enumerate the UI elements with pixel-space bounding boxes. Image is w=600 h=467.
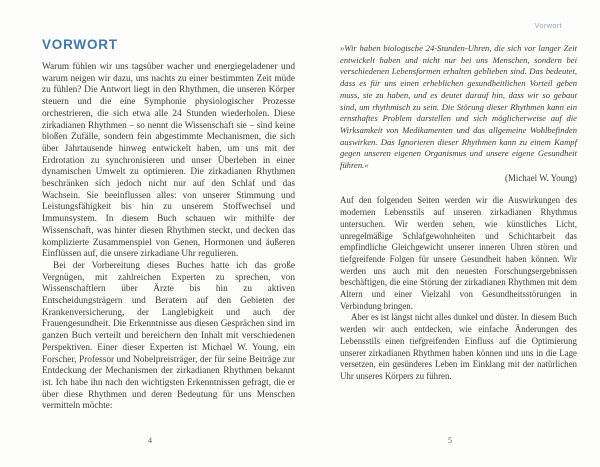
right-page-body <box>340 43 577 383</box>
right-paragraph-2: Aber es ist längst nicht alles dunkel und düster. In diesem Buch werden wir auch entdecken, wie einfache Änderungen des Lebensstils einen tiefgreifenden Einfluss auf die Optimierung unserer zirkadianen Rhythmen haben können und uns in die Lage versetzen, ein gesünderes Leben im Einklang mit der natürlichen Uhr unseres Körpers zu führen. <box>340 312 577 381</box>
quote-block: »Wir haben biologische 24-Stunden-Uhren, die sich vor langer Zeit entwickelt haben und nicht nur bei uns Menschen, sondern bei verschiedenen Lebensformen erhalten geblieben sind. Das bedeutet, dass es für uns einen erheblichen gesundheitlichen Vorteil geben muss, sie zu haben, und es deutet darauf hin, dass wir so gebaut sind, um rhythmisch zu sein. Die Störung dieser Rhythmen kann ein ernsthaftes Problem darstellen und sich möglicherweise auf die Wirksamkeit von Medikamenten und das allgemeine Wohlbefinden auswirken. Das Ignorieren dieser Rhythmen kann zu einem Kampf gegen unseren eigenen Organismus und unsere eigene Gesundheit führen.« <box>340 43 577 171</box>
left-paragraph-1: Warum fühlen wir uns tagsüber wacher und energiegeladener und warum neigen wir dazu, uns nachts zu einer bestimmten Zeit müde zu fühlen? Die Antwort liegt in den Rhythmen, die unseren Körper steuern und die eine Symphonie physiologischer Prozesse orchestrieren, die sich etwa alle 24 Stunden wiederholen. Diese zirkadianen Rhythmen – so nennt die Wissenschaft sie – sind keine bloßen Zufälle, sondern fein abgestimmte Mechanismen, die sich über Jahrtausende hinweg entwickelt haben, um uns mit der Erdrotation zu synchronisieren und unser Überleben in einer dynamischen Umwelt zu optimieren. Die zirkadianen Rhythmen beschränken sich jedoch nicht nur auf den Schlaf und das Wachsein. Sie beeinflussen alles: von unserer Stimmung und Leistungsfähigkeit bis hin zu unserem Stoffwechsel und Immunsystem. In diesem Buch schauen wir mithilfe der Wissenschaft, was hinter diesen Rhythmen steckt, und decken das komplizierte Zusammenspiel von Genen, Hormonen und äußeren Einflüssen auf, die unsere zirkadiane Uhr regulieren. <box>42 62 295 260</box>
running-header: Vorwort <box>534 21 562 30</box>
quote-attribution: (Michael W. Young) <box>505 172 577 183</box>
right-paragraph-1: Auf den folgenden Seiten werden wir die Auswirkungen des modernen Lebensstils auf unseren zirkadianen Rhythmus untersuchen. Wir werden sehen, wie künstliches Licht, unregelmäßige Schlafgewohnheiten und Schichtarbeit das empfindliche Gleichgewicht unserer inneren Uhren stören und tiefgreifende Folgen für unsere Gesundheit haben können. Wir werden uns auch mit den neuesten Forschungsergebnissen beschäftigen, die eine Störung der zirkadianen Rhythmen mit dem Altern und einer Vielzahl von Gesundheitsstörungen in Verbindung bringen. <box>340 195 577 311</box>
left-page-body <box>42 62 295 413</box>
page-number-left: 4 <box>148 436 152 445</box>
left-paragraph-2: Bei der Vorbereitung dieses Buches hatte ich das große Vergnügen, mit zahlreichen Experten zu sprechen, von Wissenschaftlern über Ärzte bis hin zu aktiven Entscheidungsträgern und Beratern auf den Gebieten der Krankenversicherung, der Langlebigkeit und auch der Frauengesundheit. Die Erkenntnisse aus diesen Gesprächen sind im ganzen Buch verteilt und bereichern den Inhalt mit verschiedenen Perspektiven. Einer dieser Experten ist Michael W. Young, ein Forscher, Professor und Nobelpreisträger, der für seine Beiträge zur Entdeckung der Mechanismen der zirkadianen Rhythmen bekannt ist. Ich habe ihn nach den wichtigsten Erkenntnissen gefragt, die er über diese Rhythmen und deren Bedeutung für uns Menschen vermitteln möchte: <box>42 260 295 412</box>
chapter-heading: VORWORT <box>42 37 118 52</box>
page-right <box>300 0 600 467</box>
page-number-right: 5 <box>448 436 452 445</box>
